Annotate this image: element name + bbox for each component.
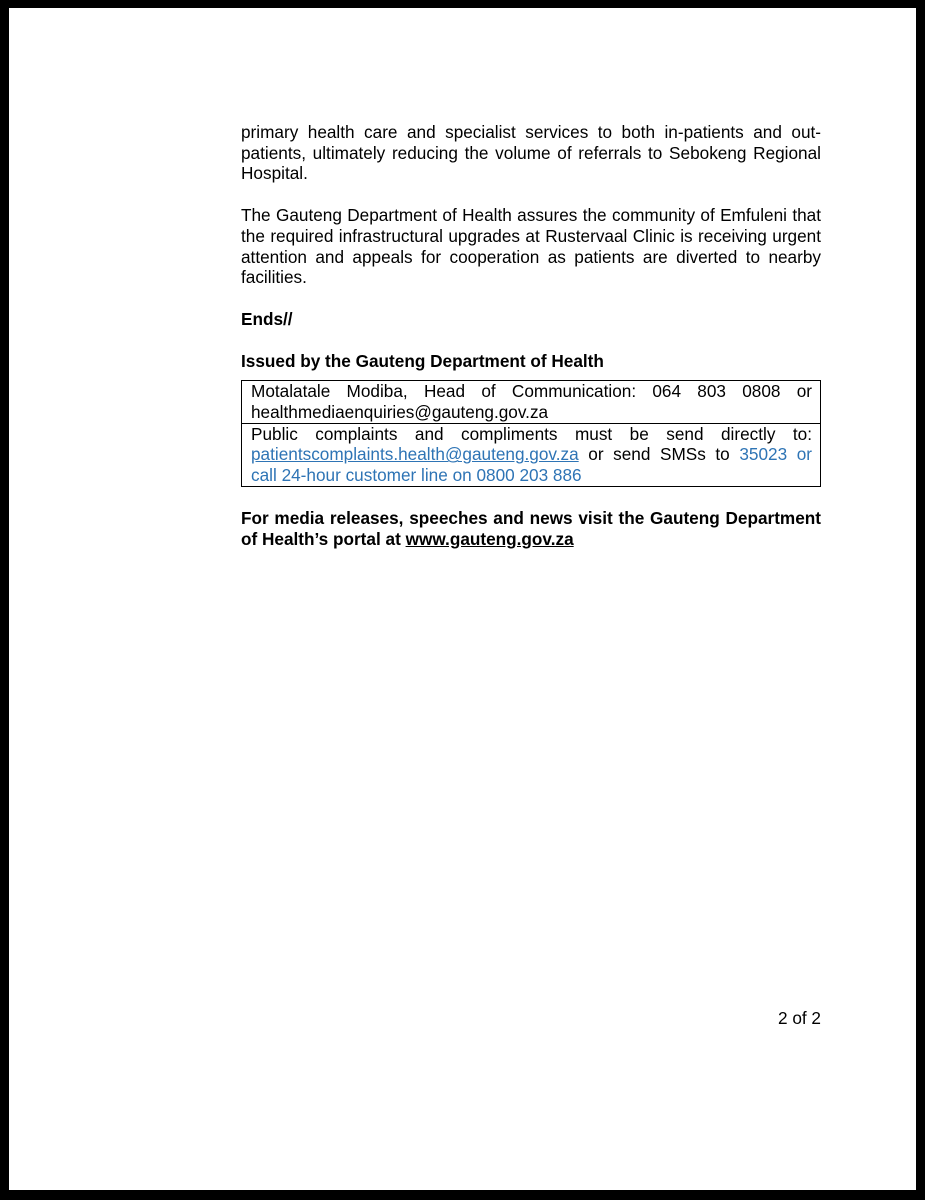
complaints-cell — [242, 423, 821, 486]
paragraph-assurance: The Gauteng Department of Health assures the community of Emfuleni that the required infrastructural upgrades at Rustervaal Clinic is receiving urgent attention and appeals for cooperation as patients are diverted to nearby facilities. — [241, 205, 821, 288]
issued-by-heading: Issued by the Gauteng Department of Health — [241, 350, 604, 371]
media-contact-cell: Motalatale Modiba, Head of Communication: 064 803 0808 or healthmediaenquiries@gauteng.gov.za — [242, 381, 821, 423]
contacts-row-complaints — [242, 423, 821, 486]
media-releases-text: For media releases, speeches and news visit the Gauteng Department of Health’s portal at — [241, 507, 821, 549]
document-page — [9, 8, 916, 1190]
paragraph-referrals: primary health care and specialist services to both in-patients and out-patients, ultimately reducing the volume of referrals to Sebokeng Regional Hospital. — [241, 122, 821, 184]
document-body — [241, 122, 821, 549]
complaints-email-link[interactable]: patientscomplaints.health@gauteng.gov.za — [251, 444, 579, 465]
page-number: 2 of 2 — [777, 1008, 821, 1028]
complaints-sms-line: 35023 or call 24-hour customer line on 0800 203 886 — [251, 444, 812, 486]
contacts-row-media — [242, 381, 821, 423]
contacts-table — [241, 380, 821, 487]
ends-marker: Ends// — [241, 308, 293, 329]
gauteng-portal-link[interactable]: www.gauteng.gov.za — [405, 528, 574, 549]
media-releases-note — [241, 508, 821, 549]
complaints-middle: or send SMSs to — [578, 444, 740, 465]
complaints-prefix: Public complaints and compliments must be send directly to: — [251, 423, 812, 444]
